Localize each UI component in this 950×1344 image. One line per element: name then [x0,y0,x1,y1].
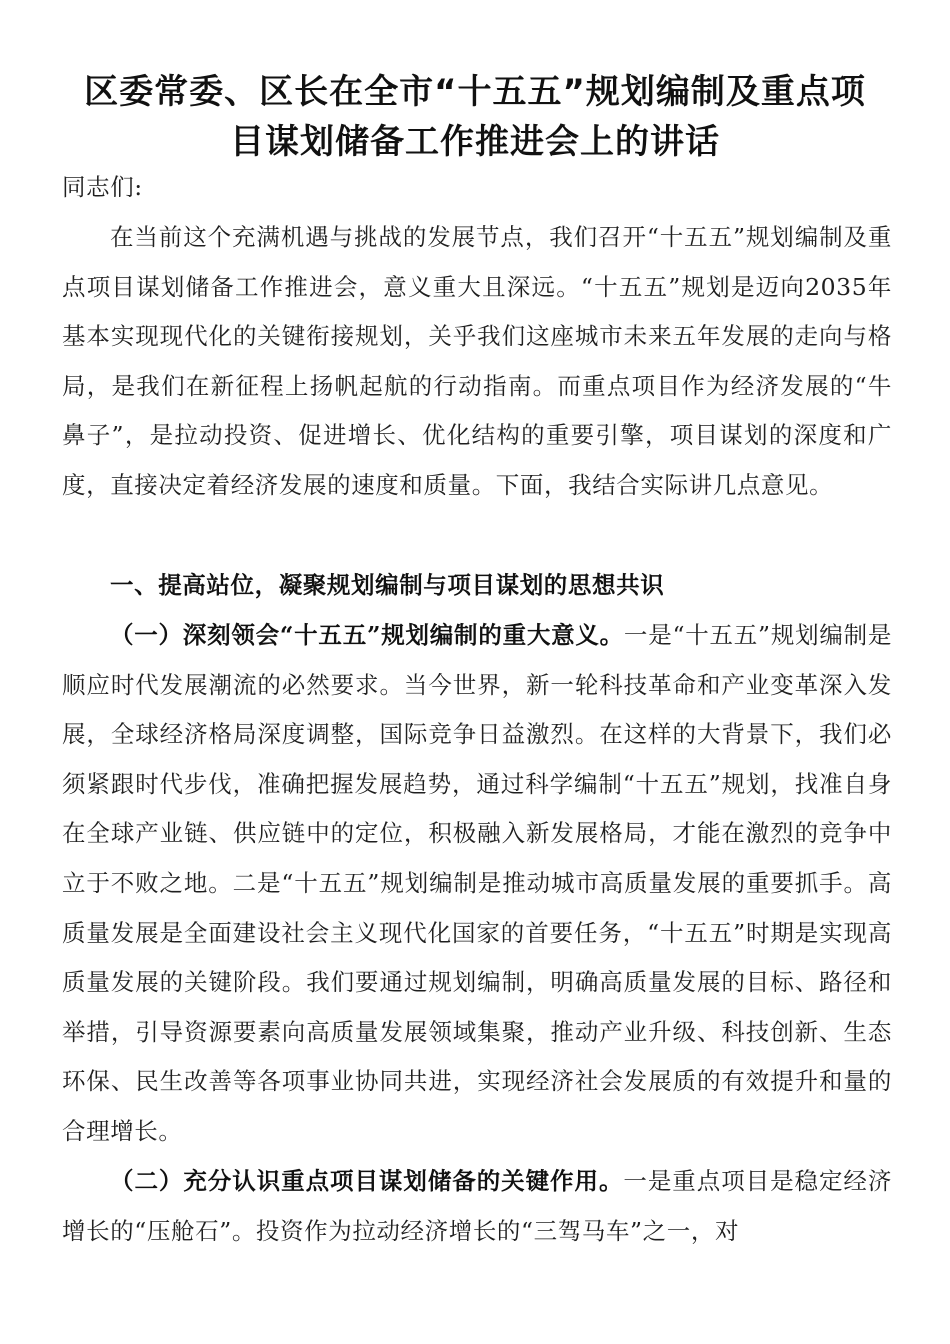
subsection-1-paragraph [62,611,892,1157]
subsection-2-body: 一是重点项目是稳定经济增长的“压舱石”。投资作为拉动经济增长的“三驾马车”之一，对 [62,1167,892,1245]
subsection-1-body: 一是“十五五”规划编制是顺应时代发展潮流的必然要求。当今世界，新一轮科技革命和产业变革深入发展，全球经济格局深度调整，国际竞争日益激烈。在这样的大背景下，我们必须紧跟时代步伐，准确把握发展趋势，通过科学编制“十五五”规划，找准自身在全球产业链、供应链中的定位，积极融入新发展格局，才能在激烈的竞争中立于不败之地。二是“十五五”规划编制是推动城市高质量发展的重要抓手。高质量发展是全面建设社会主义现代化国家的首要任务，“十五五”时期是实现高质量发展的关键阶段。我们要通过规划编制，明确高质量发展的目标、路径和举措，引导资源要素向高质量发展领域集聚，推动产业升级、科技创新、生态环保、民生改善等各项事业协同共进，实现经济社会发展质的有效提升和量的合理增长。 [62,621,892,1145]
subsection-2-paragraph [62,1157,892,1256]
subsection-1-heading: （一）深刻领会“十五五”规划编制的重大意义。 [110,621,624,649]
document-title-line1: 区委常委、区长在全市“十五五”规划编制及重点项 [84,72,866,112]
subsection-2-heading: （二）充分认识重点项目谋划储备的关键作用。 [110,1167,624,1195]
salutation: 同志们: [62,173,143,201]
document-title-line2: 目谋划储备工作推进会上的讲话 [230,122,720,162]
section-heading-1: 一、提高站位，凝聚规划编制与项目谋划的思想共识 [110,571,665,599]
intro-paragraph: 在当前这个充满机遇与挑战的发展节点，我们召开“十五五”规划编制及重点项目谋划储备工作推进会，意义重大且深远。“十五五”规划是迈向2035年基本实现现代化的关键衔接规划，关乎我们这座城市未来五年发展的走向与格局，是我们在新征程上扬帆起航的行动指南。而重点项目作为经济发展的“牛鼻子”，是拉动投资、促进增长、优化结构的重要引擎，项目谋划的深度和广度，直接决定着经济发展的速度和质量。下面，我结合实际讲几点意见。 [62,223,892,499]
